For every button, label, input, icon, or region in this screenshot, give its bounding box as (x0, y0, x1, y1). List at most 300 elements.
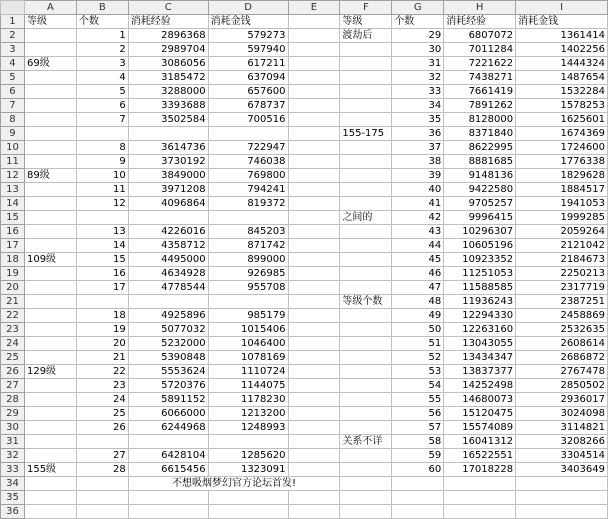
cell-i[interactable]: 2059264 (516, 225, 608, 239)
cell-b[interactable]: 14 (76, 239, 128, 253)
cell-a[interactable] (24, 225, 76, 239)
cell-h[interactable]: 8128000 (444, 113, 516, 127)
cell-b[interactable] (76, 491, 128, 505)
cell-b[interactable] (76, 211, 128, 225)
cell-a[interactable] (24, 281, 76, 295)
cell-h[interactable]: 12263160 (444, 323, 516, 337)
row-header[interactable]: 7 (1, 99, 25, 113)
cell-a[interactable] (24, 393, 76, 407)
cell-i[interactable] (516, 505, 608, 519)
cell-e[interactable] (288, 71, 340, 85)
cell-d[interactable]: 845203 (208, 225, 288, 239)
cell-e[interactable] (288, 141, 340, 155)
cell-i[interactable]: 1776338 (516, 155, 608, 169)
cell-b[interactable]: 26 (76, 421, 128, 435)
cell-h[interactable]: 9422580 (444, 183, 516, 197)
cell-c[interactable]: 5891152 (128, 393, 208, 407)
cell-d[interactable]: 637094 (208, 71, 288, 85)
row-header[interactable]: 35 (1, 491, 25, 505)
cell-e[interactable] (288, 435, 340, 449)
cell-b[interactable]: 16 (76, 267, 128, 281)
cell-f[interactable] (340, 155, 392, 169)
cell-f[interactable]: 关系不详 (340, 435, 392, 449)
cell-b[interactable]: 18 (76, 309, 128, 323)
cell-f[interactable] (340, 393, 392, 407)
cell-f[interactable] (340, 323, 392, 337)
cell-e[interactable] (288, 43, 340, 57)
cell-b[interactable]: 23 (76, 379, 128, 393)
cell-c[interactable]: 5720376 (128, 379, 208, 393)
row-header[interactable]: 20 (1, 281, 25, 295)
row-header[interactable]: 6 (1, 85, 25, 99)
cell-i[interactable]: 3304514 (516, 449, 608, 463)
cell-f[interactable] (340, 421, 392, 435)
cell-d[interactable] (208, 491, 288, 505)
cell-g[interactable]: 40 (392, 183, 444, 197)
cell-i[interactable]: 1487654 (516, 71, 608, 85)
cell-d[interactable]: 1178230 (208, 393, 288, 407)
cell-a[interactable] (24, 85, 76, 99)
cell-d[interactable]: 722947 (208, 141, 288, 155)
cell-b[interactable]: 20 (76, 337, 128, 351)
cell-f[interactable] (340, 463, 392, 477)
column-header-b[interactable]: B (76, 1, 128, 15)
cell-h[interactable]: 8881685 (444, 155, 516, 169)
cell-c[interactable] (128, 491, 208, 505)
cell-a[interactable]: 109级 (24, 253, 76, 267)
cell-h[interactable]: 9148136 (444, 169, 516, 183)
cell-b[interactable]: 28 (76, 463, 128, 477)
cell-e[interactable] (288, 505, 340, 519)
cell-e[interactable] (288, 281, 340, 295)
cell-a[interactable] (24, 337, 76, 351)
cell-b[interactable]: 3 (76, 57, 128, 71)
cell-e[interactable] (288, 393, 340, 407)
cell-i[interactable]: 消耗金钱 (516, 15, 608, 29)
cell-e[interactable] (288, 463, 340, 477)
cell-e[interactable] (288, 309, 340, 323)
cell-i[interactable]: 1578253 (516, 99, 608, 113)
cell-g[interactable]: 49 (392, 309, 444, 323)
cell-g[interactable]: 48 (392, 295, 444, 309)
row-header[interactable]: 12 (1, 169, 25, 183)
cell-i[interactable]: 1444324 (516, 57, 608, 71)
row-header[interactable]: 13 (1, 183, 25, 197)
select-all-corner[interactable] (1, 1, 25, 15)
cell-g[interactable]: 47 (392, 281, 444, 295)
cell-a[interactable] (24, 239, 76, 253)
cell-b[interactable]: 1 (76, 29, 128, 43)
cell-f[interactable] (340, 337, 392, 351)
cell-a[interactable] (24, 309, 76, 323)
cell-b[interactable]: 13 (76, 225, 128, 239)
cell-h[interactable]: 8371840 (444, 127, 516, 141)
row-header[interactable]: 16 (1, 225, 25, 239)
cell-a[interactable]: 89级 (24, 169, 76, 183)
cell-f[interactable] (340, 85, 392, 99)
cell-g[interactable]: 42 (392, 211, 444, 225)
cell-a[interactable]: 69级 (24, 57, 76, 71)
cell-h[interactable]: 7011284 (444, 43, 516, 57)
cell-e[interactable] (288, 29, 340, 43)
cell-i[interactable]: 1941053 (516, 197, 608, 211)
cell-f[interactable] (340, 309, 392, 323)
cell-b[interactable]: 25 (76, 407, 128, 421)
cell-i[interactable]: 2317719 (516, 281, 608, 295)
cell-d[interactable]: 消耗金钱 (208, 15, 288, 29)
cell-h[interactable] (444, 491, 516, 505)
cell-f[interactable] (340, 253, 392, 267)
cell-c[interactable]: 2896368 (128, 29, 208, 43)
cell-b[interactable]: 9 (76, 155, 128, 169)
cell-b[interactable]: 22 (76, 365, 128, 379)
column-header-c[interactable]: C (128, 1, 208, 15)
cell-i[interactable]: 1361414 (516, 29, 608, 43)
cell-c[interactable]: 3971208 (128, 183, 208, 197)
cell-d[interactable]: 926985 (208, 267, 288, 281)
cell-e[interactable] (288, 211, 340, 225)
row-header[interactable]: 9 (1, 127, 25, 141)
cell-f[interactable]: 之间的 (340, 211, 392, 225)
cell-c[interactable] (128, 295, 208, 309)
row-header[interactable]: 14 (1, 197, 25, 211)
cell-g[interactable] (392, 477, 444, 491)
row-header[interactable]: 25 (1, 351, 25, 365)
cell-d[interactable]: 700516 (208, 113, 288, 127)
cell-h[interactable]: 16041312 (444, 435, 516, 449)
forum-note[interactable]: 不想吸烟梦幻官方论坛首发! (128, 477, 340, 491)
cell-e[interactable] (288, 57, 340, 71)
cell-i[interactable]: 2936017 (516, 393, 608, 407)
cell-b[interactable]: 10 (76, 169, 128, 183)
cell-f[interactable] (340, 99, 392, 113)
cell-f[interactable] (340, 505, 392, 519)
cell-h[interactable]: 10923352 (444, 253, 516, 267)
cell-f[interactable] (340, 449, 392, 463)
cell-i[interactable]: 2532635 (516, 323, 608, 337)
cell-d[interactable]: 794241 (208, 183, 288, 197)
cell-a[interactable] (24, 71, 76, 85)
column-header-d[interactable]: D (208, 1, 288, 15)
cell-h[interactable]: 13434347 (444, 351, 516, 365)
cell-d[interactable]: 617211 (208, 57, 288, 71)
cell-h[interactable]: 7221622 (444, 57, 516, 71)
cell-g[interactable] (392, 491, 444, 505)
cell-c[interactable]: 4226016 (128, 225, 208, 239)
cell-i[interactable] (516, 491, 608, 505)
cell-g[interactable]: 35 (392, 113, 444, 127)
cell-e[interactable] (288, 449, 340, 463)
cell-b[interactable]: 2 (76, 43, 128, 57)
cell-a[interactable]: 等级 (24, 15, 76, 29)
cell-c[interactable]: 3730192 (128, 155, 208, 169)
cell-c[interactable] (128, 127, 208, 141)
row-header[interactable]: 29 (1, 407, 25, 421)
row-header[interactable]: 3 (1, 43, 25, 57)
cell-f[interactable] (340, 57, 392, 71)
cell-h[interactable]: 13837377 (444, 365, 516, 379)
cell-i[interactable]: 1625601 (516, 113, 608, 127)
cell-b[interactable]: 27 (76, 449, 128, 463)
cell-d[interactable]: 746038 (208, 155, 288, 169)
cell-a[interactable] (24, 435, 76, 449)
cell-b[interactable]: 5 (76, 85, 128, 99)
cell-a[interactable] (24, 141, 76, 155)
cell-f[interactable] (340, 197, 392, 211)
cell-h[interactable]: 15574089 (444, 421, 516, 435)
cell-e[interactable] (288, 127, 340, 141)
cell-f[interactable] (340, 71, 392, 85)
cell-h[interactable]: 14252498 (444, 379, 516, 393)
cell-c[interactable]: 6428104 (128, 449, 208, 463)
cell-i[interactable]: 1532284 (516, 85, 608, 99)
cell-b[interactable]: 11 (76, 183, 128, 197)
row-header[interactable]: 5 (1, 71, 25, 85)
cell-g[interactable]: 43 (392, 225, 444, 239)
column-header-g[interactable]: G (392, 1, 444, 15)
cell-h[interactable] (444, 477, 516, 491)
cell-c[interactable]: 消耗经验 (128, 15, 208, 29)
row-header[interactable]: 22 (1, 309, 25, 323)
row-header[interactable]: 23 (1, 323, 25, 337)
cell-c[interactable]: 2989704 (128, 43, 208, 57)
cell-a[interactable] (24, 491, 76, 505)
row-header[interactable]: 1 (1, 15, 25, 29)
row-header[interactable]: 28 (1, 393, 25, 407)
cell-h[interactable]: 10605196 (444, 239, 516, 253)
cell-a[interactable] (24, 113, 76, 127)
row-header[interactable]: 18 (1, 253, 25, 267)
cell-g[interactable]: 36 (392, 127, 444, 141)
cell-h[interactable]: 11588585 (444, 281, 516, 295)
row-header[interactable]: 24 (1, 337, 25, 351)
row-header[interactable]: 11 (1, 155, 25, 169)
cell-g[interactable]: 51 (392, 337, 444, 351)
column-header-i[interactable]: I (516, 1, 608, 15)
cell-b[interactable]: 8 (76, 141, 128, 155)
row-header[interactable]: 36 (1, 505, 25, 519)
cell-d[interactable] (208, 295, 288, 309)
cell-a[interactable] (24, 421, 76, 435)
cell-d[interactable]: 1078169 (208, 351, 288, 365)
cell-d[interactable] (208, 211, 288, 225)
cell-h[interactable]: 7891262 (444, 99, 516, 113)
cell-f[interactable] (340, 113, 392, 127)
cell-e[interactable] (288, 421, 340, 435)
cell-c[interactable]: 4925896 (128, 309, 208, 323)
cell-i[interactable]: 2850502 (516, 379, 608, 393)
cell-h[interactable] (444, 505, 516, 519)
cell-e[interactable] (288, 225, 340, 239)
cell-d[interactable]: 597940 (208, 43, 288, 57)
cell-e[interactable] (288, 365, 340, 379)
cell-a[interactable] (24, 183, 76, 197)
cell-g[interactable]: 34 (392, 99, 444, 113)
cell-i[interactable]: 2458869 (516, 309, 608, 323)
cell-d[interactable]: 899000 (208, 253, 288, 267)
row-header[interactable]: 32 (1, 449, 25, 463)
cell-d[interactable]: 819372 (208, 197, 288, 211)
row-header[interactable]: 2 (1, 29, 25, 43)
cell-g[interactable]: 41 (392, 197, 444, 211)
row-header[interactable]: 31 (1, 435, 25, 449)
cell-b[interactable]: 个数 (76, 15, 128, 29)
cell-f[interactable] (340, 351, 392, 365)
cell-a[interactable] (24, 127, 76, 141)
cell-i[interactable]: 2686872 (516, 351, 608, 365)
cell-g[interactable]: 59 (392, 449, 444, 463)
cell-i[interactable]: 1829628 (516, 169, 608, 183)
cell-i[interactable]: 3208266 (516, 435, 608, 449)
cell-b[interactable]: 4 (76, 71, 128, 85)
cell-f[interactable] (340, 477, 392, 491)
cell-f[interactable]: 渡劫后 (340, 29, 392, 43)
cell-f[interactable] (340, 169, 392, 183)
cell-h[interactable]: 6807072 (444, 29, 516, 43)
cell-c[interactable]: 3288000 (128, 85, 208, 99)
cell-e[interactable] (288, 85, 340, 99)
cell-c[interactable]: 6066000 (128, 407, 208, 421)
cell-a[interactable] (24, 155, 76, 169)
cell-a[interactable] (24, 351, 76, 365)
cell-a[interactable]: 155级 (24, 463, 76, 477)
cell-f[interactable]: 等级 (340, 15, 392, 29)
cell-h[interactable]: 13043055 (444, 337, 516, 351)
cell-d[interactable]: 1015406 (208, 323, 288, 337)
cell-b[interactable] (76, 505, 128, 519)
column-header-h[interactable]: H (444, 1, 516, 15)
cell-g[interactable]: 56 (392, 407, 444, 421)
cell-a[interactable] (24, 295, 76, 309)
cell-e[interactable] (288, 113, 340, 127)
cell-b[interactable] (76, 127, 128, 141)
cell-b[interactable]: 15 (76, 253, 128, 267)
cell-g[interactable]: 30 (392, 43, 444, 57)
cell-g[interactable]: 54 (392, 379, 444, 393)
cell-i[interactable]: 2121042 (516, 239, 608, 253)
cell-c[interactable]: 3502584 (128, 113, 208, 127)
cell-c[interactable]: 3086056 (128, 57, 208, 71)
cell-d[interactable]: 1248993 (208, 421, 288, 435)
cell-d[interactable]: 1213200 (208, 407, 288, 421)
row-header[interactable]: 34 (1, 477, 25, 491)
cell-b[interactable]: 21 (76, 351, 128, 365)
cell-e[interactable] (288, 253, 340, 267)
cell-h[interactable]: 16522551 (444, 449, 516, 463)
cell-h[interactable]: 7438271 (444, 71, 516, 85)
cell-g[interactable]: 32 (392, 71, 444, 85)
cell-i[interactable]: 1674369 (516, 127, 608, 141)
cell-f[interactable] (340, 267, 392, 281)
cell-e[interactable] (288, 197, 340, 211)
cell-f[interactable] (340, 141, 392, 155)
cell-d[interactable]: 985179 (208, 309, 288, 323)
cell-e[interactable] (288, 239, 340, 253)
cell-e[interactable] (288, 155, 340, 169)
cell-e[interactable] (288, 267, 340, 281)
column-header-e[interactable]: E (288, 1, 340, 15)
cell-i[interactable]: 2184673 (516, 253, 608, 267)
cell-g[interactable]: 37 (392, 141, 444, 155)
cell-f[interactable] (340, 491, 392, 505)
cell-f[interactable] (340, 239, 392, 253)
row-header[interactable]: 26 (1, 365, 25, 379)
cell-h[interactable]: 17018228 (444, 463, 516, 477)
cell-f[interactable] (340, 407, 392, 421)
row-header[interactable]: 19 (1, 267, 25, 281)
cell-b[interactable]: 19 (76, 323, 128, 337)
cell-a[interactable] (24, 477, 76, 491)
cell-c[interactable]: 5232000 (128, 337, 208, 351)
cell-c[interactable]: 3393688 (128, 99, 208, 113)
cell-g[interactable]: 29 (392, 29, 444, 43)
row-header[interactable]: 33 (1, 463, 25, 477)
cell-c[interactable]: 4358712 (128, 239, 208, 253)
cell-h[interactable]: 14680073 (444, 393, 516, 407)
cell-a[interactable] (24, 407, 76, 421)
cell-g[interactable]: 58 (392, 435, 444, 449)
cell-e[interactable] (288, 295, 340, 309)
cell-d[interactable] (208, 127, 288, 141)
cell-g[interactable]: 39 (392, 169, 444, 183)
row-header[interactable]: 17 (1, 239, 25, 253)
cell-b[interactable]: 12 (76, 197, 128, 211)
cell-f[interactable] (340, 225, 392, 239)
cell-c[interactable]: 3614736 (128, 141, 208, 155)
cell-d[interactable] (208, 505, 288, 519)
cell-b[interactable]: 17 (76, 281, 128, 295)
cell-c[interactable]: 4778544 (128, 281, 208, 295)
cell-f[interactable] (340, 281, 392, 295)
cell-a[interactable] (24, 43, 76, 57)
cell-d[interactable]: 955708 (208, 281, 288, 295)
cell-h[interactable]: 消耗经验 (444, 15, 516, 29)
cell-g[interactable]: 45 (392, 253, 444, 267)
cell-i[interactable]: 2250213 (516, 267, 608, 281)
cell-i[interactable]: 2608614 (516, 337, 608, 351)
cell-i[interactable]: 3403649 (516, 463, 608, 477)
cell-d[interactable]: 871742 (208, 239, 288, 253)
cell-a[interactable] (24, 267, 76, 281)
cell-e[interactable] (288, 15, 340, 29)
cell-e[interactable] (288, 183, 340, 197)
cell-i[interactable]: 2767478 (516, 365, 608, 379)
cell-d[interactable]: 1285620 (208, 449, 288, 463)
row-header[interactable]: 15 (1, 211, 25, 225)
cell-d[interactable]: 1110724 (208, 365, 288, 379)
cell-i[interactable]: 3114821 (516, 421, 608, 435)
cell-e[interactable] (288, 491, 340, 505)
cell-c[interactable]: 5553624 (128, 365, 208, 379)
cell-g[interactable]: 52 (392, 351, 444, 365)
cell-h[interactable]: 11251053 (444, 267, 516, 281)
cell-a[interactable] (24, 211, 76, 225)
cell-e[interactable] (288, 169, 340, 183)
cell-d[interactable]: 678737 (208, 99, 288, 113)
row-header[interactable]: 27 (1, 379, 25, 393)
cell-g[interactable]: 38 (392, 155, 444, 169)
cell-c[interactable]: 5390848 (128, 351, 208, 365)
cell-h[interactable]: 9705257 (444, 197, 516, 211)
cell-b[interactable] (76, 477, 128, 491)
cell-a[interactable]: 129级 (24, 365, 76, 379)
cell-c[interactable] (128, 435, 208, 449)
cell-g[interactable]: 60 (392, 463, 444, 477)
cell-i[interactable]: 1402256 (516, 43, 608, 57)
cell-h[interactable]: 7661419 (444, 85, 516, 99)
row-header[interactable]: 4 (1, 57, 25, 71)
cell-i[interactable] (516, 477, 608, 491)
